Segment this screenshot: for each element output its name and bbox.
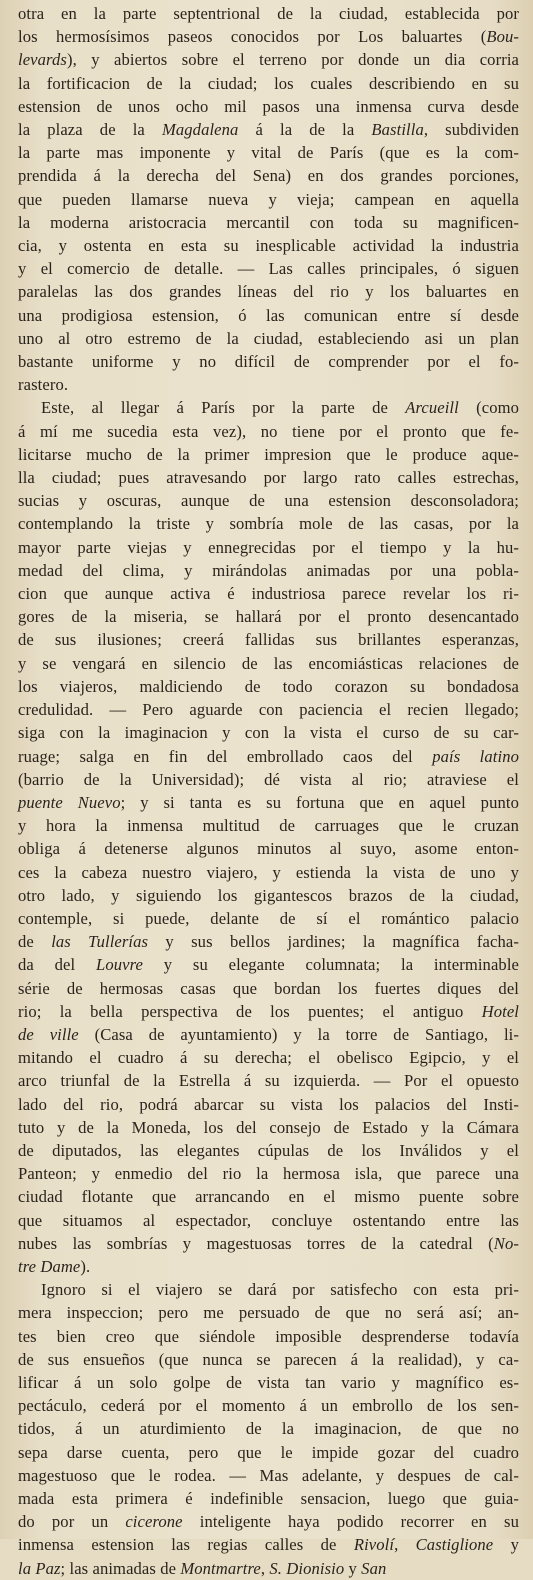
text-line: y se vengará en silencio de las encomiásticas relaciones de (18, 653, 519, 673)
text-line: prendida á la derecha del Sena) en dos grandes porciones, (18, 166, 519, 186)
text-line: que pueden llamarse nueva y vieja; campean en aquella (18, 189, 519, 209)
text-line: otra en la parte septentrional de la ciudad, establecida por (18, 4, 519, 23)
text-line: da del Louvre y su elegante columnata; la interminable (18, 955, 519, 975)
text-line: tuto y de la Moneda, los del consejo de Estado y la Cámara (18, 1117, 519, 1137)
text-line: inmensa estension las regias calles de Rivolí, Castiglione y (18, 1535, 519, 1555)
text-line: mitando el cuadro á su derecha; el obelisco Egipcio, y el (18, 1048, 519, 1068)
text-line: arco triunfal de la Estrella á su izquierda. — Por el opuesto (18, 1071, 519, 1091)
text-line: la fortificacion de la ciudad; los cuales describiendo en su (18, 73, 519, 93)
text-line: credulidad. — Pero aguarde con paciencia el recien llegado; (18, 700, 519, 720)
text-line: tes bien creo que siéndole imposible desprenderse todavía (18, 1326, 519, 1346)
text-line: siga con la imaginacion y con la vista el curso de su car- (18, 723, 519, 743)
text-line: lado del rio, podrá abarcar su vista los palacios del Insti- (18, 1094, 519, 1114)
text-line: sepa darse cuenta, pero que le impide gozar del cuadro (18, 1442, 519, 1462)
text-line: série de hermosas casas que bordan los fuertes diques del (18, 978, 519, 998)
text-line: Panteon; y enmedio del rio la hermosa isla, que parece una (18, 1164, 519, 1184)
text-line: nubes las sombrías y magestuosas torres de la catedral (No- (18, 1233, 519, 1253)
text-line: Este, al llegar á París por la parte de Arcueill (como (41, 398, 519, 418)
text-line: licitarse mucho de la primer impresion que le produce aque- (18, 444, 519, 464)
text-line: bastante uniforme y no difícil de comprender por el fo- (18, 352, 519, 372)
text-line: otro lado, y siguiendo los gigantescos brazos de la ciudad, (18, 885, 519, 905)
text-line: de las Tullerías y sus bellos jardines; la magnífica facha- (18, 932, 519, 952)
text-line: que situamos al espectador, concluye ostentando entre las (18, 1210, 519, 1230)
text-line: puente Nuevo; y si tanta es su fortuna que en aquel punto (18, 792, 519, 812)
text-line: los hermosísimos paseos conocidos por Los baluartes (Bou- (18, 27, 519, 47)
text-line: una prodigiosa estension, ó las comunican entre sí desde (18, 305, 519, 325)
text-line: lificar á un solo golpe de vista tan vario y magnífico es- (18, 1372, 519, 1392)
text-line: los viajeros, maldiciendo de todo corazon su bondadosa (18, 676, 519, 696)
text-line: tidos, á un aturdimiento de la imaginacion, de que no (18, 1419, 519, 1439)
text-line: de sus ensueños (que nunca se parecen á la realidad), y ca- (18, 1349, 519, 1369)
text-line: de ville (Casa de ayuntamiento) y la torre de Santiago, li- (18, 1024, 519, 1044)
text-line: estension de unos ocho mil pasos una inmensa curva desde (18, 96, 519, 116)
text-line: ciudad flotante que arrancando en el mismo puente sobre (18, 1187, 519, 1207)
text-line: rio; la bella perspectiva de los puentes; el antiguo Hotel (18, 1001, 519, 1021)
text-line: la parte mas imponente y vital de París (que es la com- (18, 143, 519, 163)
text-line: cion que aunque activa é industriosa parece revelar los ri- (18, 584, 519, 604)
text-line: lla ciudad; pues atravesando por largo rato calles estrechas, (18, 468, 519, 488)
text-line: á mí me sucedia esta vez), no tiene por el pronto que fe- (18, 421, 519, 441)
text-line: mera inspeccion; pero me persuado de que no será así; an- (18, 1303, 519, 1323)
text-line: la moderna aristocracia mercantil con toda su magnificen- (18, 212, 519, 232)
text-line: mayor parte viejas y ennegrecidas por el tiempo y la hu- (18, 537, 519, 557)
paragraph-1 (18, 2, 519, 396)
text-line: ces la cabeza nuestro viajero, y estienda la vista de uno y (18, 862, 519, 882)
text-line: contemple, si puede, delante de sí el romántico palacio (18, 908, 519, 928)
text-line: contemplando la triste y sombría mole de las casas, por la (18, 514, 519, 534)
text-line: do por un cicerone inteligente haya podido recorrer en su (18, 1512, 519, 1532)
text-line: Ignoro si el viajero se dará por satisfecho con esta pri- (41, 1280, 519, 1300)
text-line: uno al otro estremo de la ciudad, estableciendo asi un plan (18, 328, 519, 348)
text-line: tre Dame). (18, 1256, 91, 1276)
text-line: medad del clima, y mirándolas animadas por una pobla- (18, 560, 519, 580)
text-line: pectáculo, cederá por el momento á un embrollo de los sen- (18, 1396, 519, 1416)
text-line: la plaza de la Magdalena á la de la Bastilla, subdividen (18, 120, 519, 140)
text-line: la Paz; las animadas de Montmartre, S. Dionisio y San (18, 1558, 387, 1578)
text-line: levards), y abiertos sobre el terreno por donde un dia corria (18, 50, 519, 70)
paragraph-2 (18, 396, 519, 1278)
text-line: de sus ilusiones; creerá fallidas sus brillantes esperanzas, (18, 630, 519, 650)
text-line: cia, y ostenta en esta su inesplicable actividad la industria (18, 236, 519, 256)
paragraph-3 (18, 1278, 519, 1580)
text-line: gores de la miseria, se hallará por el pronto desencantado (18, 607, 519, 627)
text-line: mada esta primera é indefinible sensacion, luego que guia- (18, 1489, 519, 1508)
text-line: obliga á detenerse algunos minutos al suyo, asome enton- (18, 839, 519, 859)
text-line: paralelas las dos grandes líneas del rio y los baluartes en (18, 282, 519, 302)
text-line: y el comercio de detalle. — Las calles principales, ó siguen (18, 259, 519, 279)
text-line: de diputados, las elegantes cúpulas de los Inválidos y el (18, 1140, 519, 1160)
text-line: sucias y oscuras, aunque de una estension desconsoladora; (18, 491, 519, 511)
text-line: (barrio de la Universidad); dé vista al rio; atraviese el (18, 769, 519, 789)
text-line: rastero. (18, 375, 69, 395)
text-line: ruage; salga en fin del embrollado caos del país latino (18, 746, 519, 766)
text-line: magestuoso que le rodea. — Mas adelante, y despues de cal- (18, 1465, 519, 1485)
text-line: y hora la inmensa multitud de carruages que le cruzan (18, 816, 519, 836)
